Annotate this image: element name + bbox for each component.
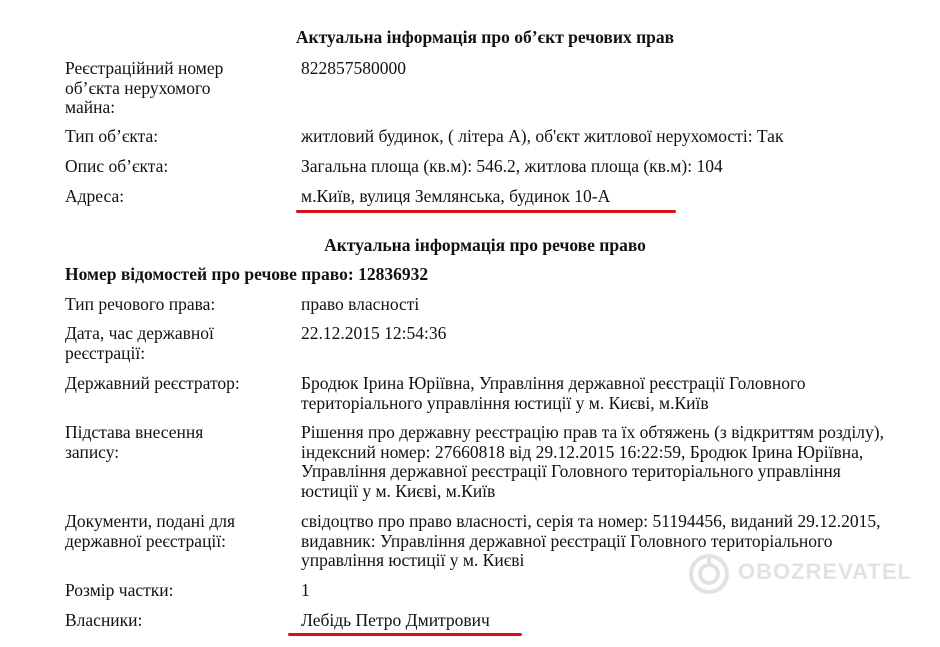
row-value: житловий будинок, ( літера А), об'єкт житлової нерухомості: Так bbox=[301, 126, 784, 146]
row-value: 22.12.2015 12:54:36 bbox=[301, 323, 447, 343]
row-value: Загальна площа (кв.м): 546.2, житлова площа (кв.м): 104 bbox=[301, 156, 723, 176]
row-label: Тип речового права: bbox=[65, 294, 216, 314]
row-value: Лебідь Петро Дмитрович bbox=[301, 610, 490, 630]
row-value: 1 bbox=[301, 580, 310, 600]
object-section-title: Актуальна інформація про об’єкт речових прав bbox=[295, 27, 675, 47]
row-label: Опис об’єкта: bbox=[65, 156, 169, 176]
row-label: Тип об’єкта: bbox=[65, 126, 159, 146]
row-value: право власності bbox=[301, 294, 420, 314]
row-label: Державний реєстратор: bbox=[65, 373, 240, 393]
record-number: Номер відомостей про речове право: 12836932 bbox=[65, 264, 429, 284]
row-label: Підстава внесення запису: bbox=[65, 422, 204, 462]
watermark-text: OBOZREVATEL bbox=[738, 559, 912, 584]
row-value: м.Київ, вулиця Землянська, будинок 10-А bbox=[301, 186, 611, 206]
row-value: Бродюк Ірина Юріївна, Управління державної реєстрації Головного територіального управління юстиції у м. Києві, м.Київ bbox=[301, 373, 806, 413]
row-value: свідоцтво про право власності, серія та номер: 51194456, виданий 29.12.2015, видавник: Управління державної реєстрації Головного територіального управління юстиції у м. Києві bbox=[301, 511, 881, 570]
right-section-title: Актуальна інформація про речове право bbox=[324, 235, 646, 255]
row-label: Документи, подані для державної реєстрації: bbox=[65, 511, 236, 551]
owner-red-underline bbox=[288, 633, 522, 636]
obozrevatel-logo-icon bbox=[688, 553, 730, 595]
obozrevatel-watermark bbox=[688, 553, 912, 597]
row-label: Розмір частки: bbox=[65, 580, 174, 600]
row-value: 822857580000 bbox=[301, 58, 406, 78]
row-label: Дата, час державної реєстрації: bbox=[65, 323, 214, 363]
address-red-underline bbox=[296, 210, 676, 213]
row-label: Реєстраційний номер об’єкта нерухомого майна: bbox=[65, 58, 224, 117]
row-label: Адреса: bbox=[65, 186, 125, 206]
row-label: Власники: bbox=[65, 610, 143, 630]
row-value: Рішення про державну реєстрацію прав та їх обтяжень (з відкриттям розділу), індексний номер: 27660818 від 29.12.2015 16:22:59, Бродюк Ірина Юріївна, Управління державної реєстрації Головного територіального управління юстиції у м. Києві, м.Київ bbox=[301, 422, 884, 501]
